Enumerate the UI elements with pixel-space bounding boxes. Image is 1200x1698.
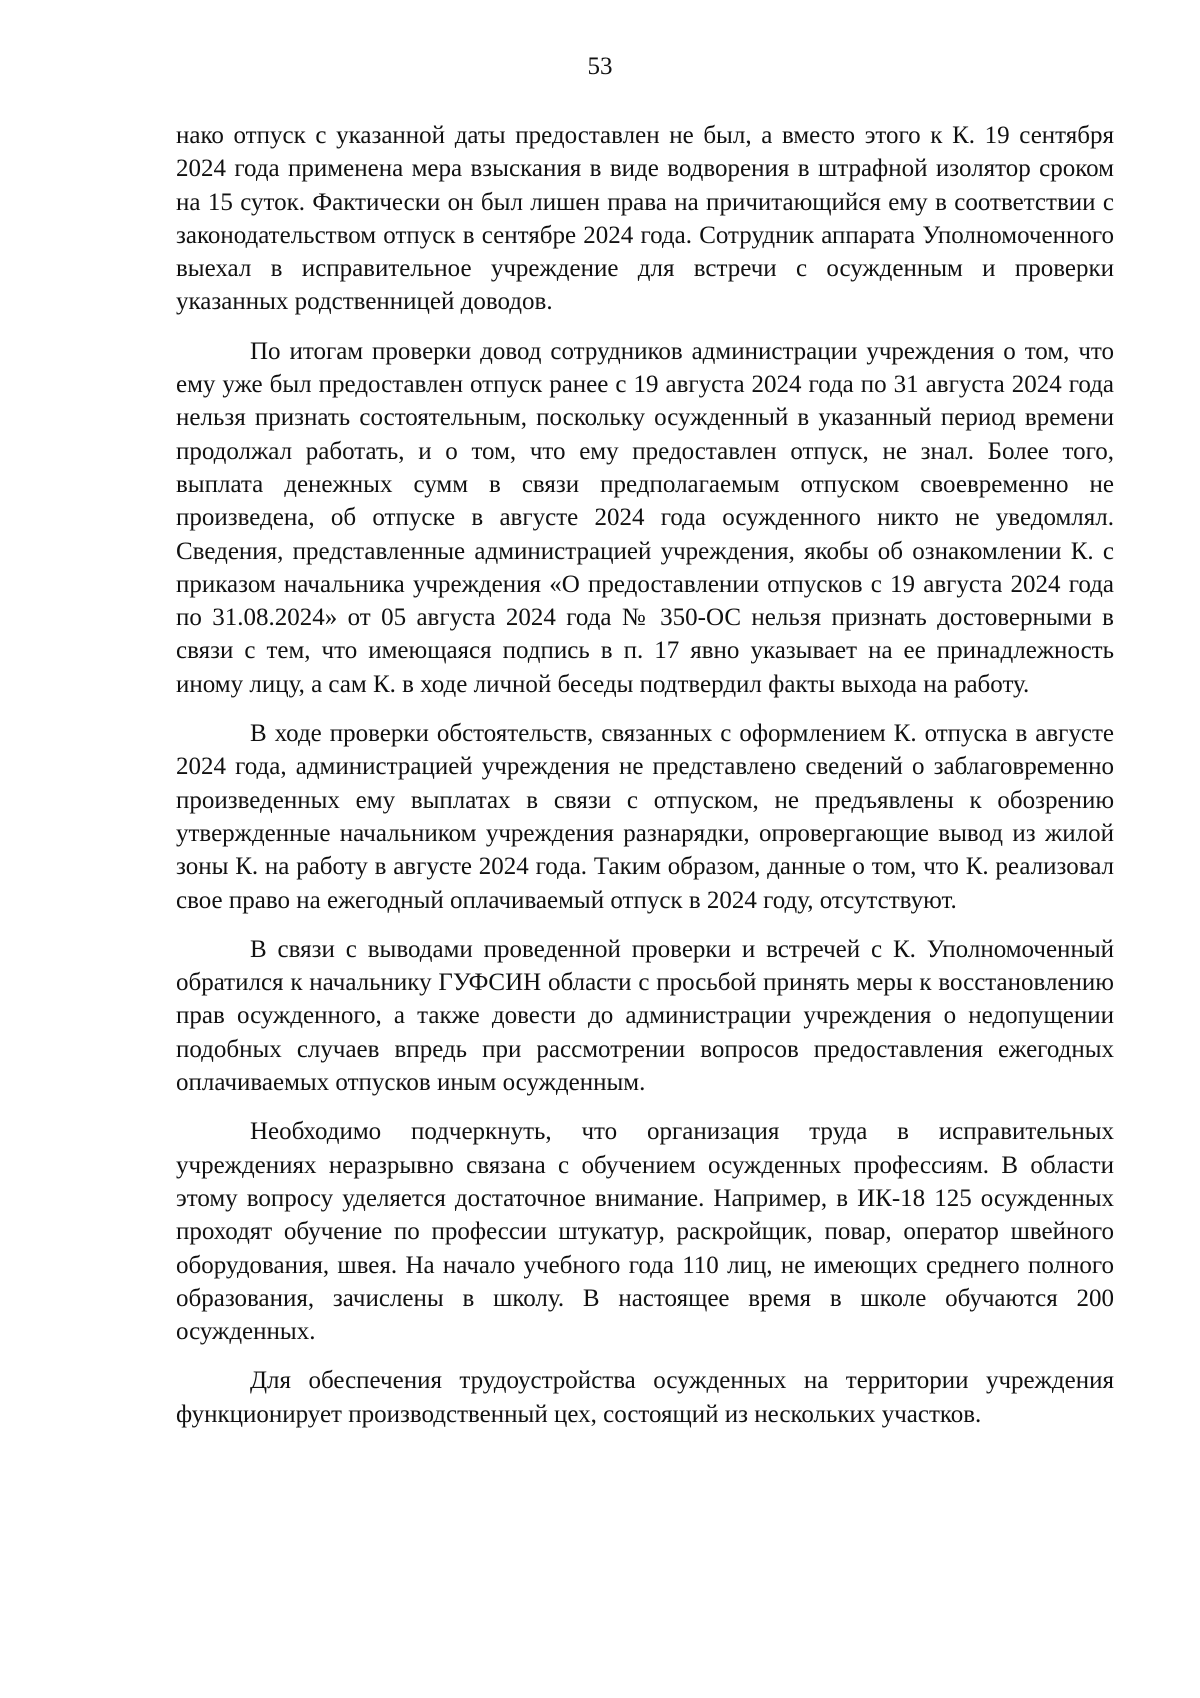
document-body [176, 119, 1114, 1431]
paragraph-continuation: нако отпуск с указанной даты предоставлен не был, а вместо этого к К. 19 сентября 2024 года применена мера взыскания в виде водворения в штрафной изолятор сроком на 15 суток. Фактически он был лишен права на причитающийся ему в соответствии с законодательством отпуск в сентябре 2024 года. Сотрудник аппарата Уполномоченного выехал в исправительное учреждение для встречи с осужденным и проверки указанных родственницей доводов. [176, 122, 1114, 316]
page-number: 53 [587, 53, 613, 80]
paragraph-vacation-circumstances: В ходе проверки обстоятельств, связанных с оформлением К. отпуска в августе 2024 года, администрацией учреждения не представлено сведений о заблаговременно произведенных ему выплатах в связи с отпуском, не предъявлены к обозрению утвержденные начальником учреждения разнарядки, опровергающие вывод из жилой зоны К. на работу в августе 2024 года. Таким образом, данные о том, что К. реализовал свое право на ежегодный оплачиваемый отпуск в 2024 году, отсутствуют. [176, 720, 1114, 914]
paragraph-production-workshop: Для обеспечения трудоустройства осужденных на территории учреждения функционирует производственный цех, состоящий из нескольких участков. [176, 1367, 1114, 1428]
paragraph-ombudsman-appeal: В связи с выводами проведенной проверки и встречей с К. Уполномоченный обратился к начальнику ГУФСИН области с просьбой принять меры к восстановлению прав осужденного, а также довести до администрации учреждения о недопущении подобных случаев впредь при рассмотрении вопросов предоставления ежегодных оплачиваемых отпусков иным осужденным. [176, 935, 1114, 1097]
paragraph-professional-training: Необходимо подчеркнуть, что организация труда в исправительных учреждениях неразрывно связана с обучением осужденных профессиям. В области этому вопросу уделяется достаточное внимание. Например, в ИК-18 125 осужденных проходят обучение по профессии штукатур, раскройщик, повар, оператор швейного оборудования, швея. На начало учебного года 110 лиц, не имеющих среднего полного образования, зачислены в школу. В настоящее время в школе обучаются 200 осужденных. [176, 1118, 1114, 1346]
paragraph-verification-results: По итогам проверки довод сотрудников администрации учреждения о том, что ему уже был предоставлен отпуск ранее с 19 августа 2024 года по 31 августа 2024 года нельзя признать состоятельным, поскольку осужденный в указанный период времени продолжал работать, и о том, что ему предоставлен отпуск, не знал. Более того, выплата денежных сумм в связи предполагаемым отпуском своевременно не произведена, об отпуске в августе 2024 года осужденного никто не уведомлял. Сведения, представленные администрацией учреждения, якобы об ознакомлении К. с приказом начальника учреждения «О предоставлении отпусков с 19 августа 2024 года по 31.08.2024» от 05 августа 2024 года № 350-ОС нельзя признать достоверными в связи с тем, что имеющаяся подпись в п. 17 явно указывает на ее принадлежность иному лицу, а сам К. в ходе личной беседы подтвердил факты выхода на работу. [176, 337, 1114, 698]
